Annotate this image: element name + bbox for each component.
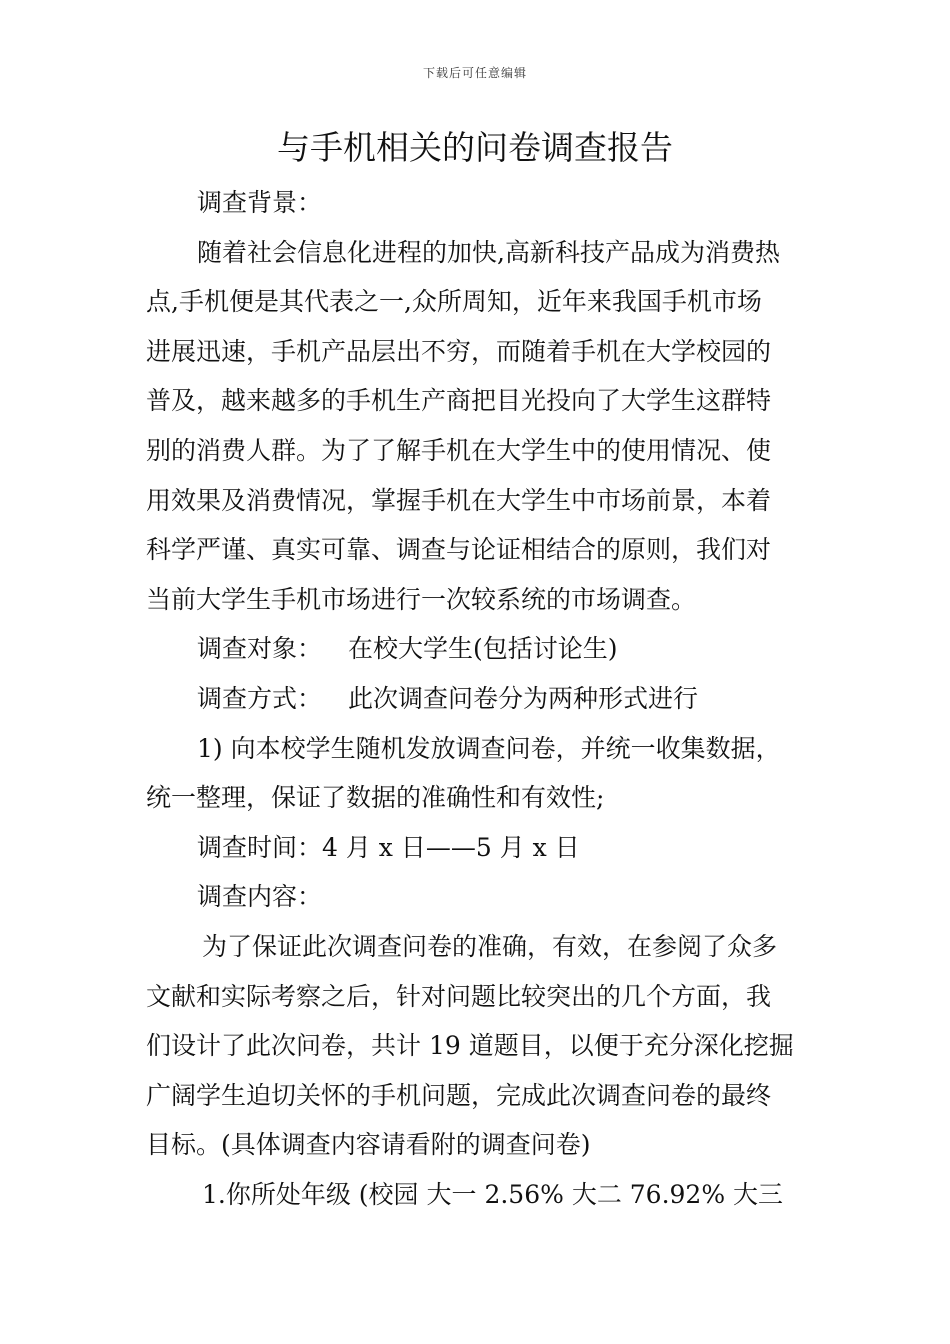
question-line: 1.你所处年级 (校园 大一 2.56% 大二 76.92% 大三 (202, 1179, 784, 1209)
paragraph-line: 别的消费人群。为了了解手机在大学生中的使用情况、使 (146, 435, 772, 465)
subject-label: 调查对象： (197, 634, 323, 664)
method-item-line: 统一整理，保证了数据的准确性和有效性; (146, 783, 605, 813)
paragraph-line: 用效果及消费情况，掌握手机在大学生中市场前景，本着 (146, 485, 772, 515)
content-label: 调查内容： (197, 882, 323, 912)
document-body (146, 178, 810, 1219)
paragraph-line: 文献和实际考察之后，针对问题比较突出的几个方面，我 (146, 981, 772, 1011)
paragraph-line: 随着社会信息化进程的加快,高新科技产品成为消费热 (197, 237, 780, 267)
method-line (146, 674, 810, 724)
method-item-line: 1) 向本校学生随机发放调查问卷，并统一收集数据， (197, 733, 781, 763)
paragraph-line: 科学严谨、真实可靠、调查与论证相结合的原则，我们对 (146, 535, 772, 565)
time-line: 调查时间：4 月 x 日——5 月 x 日 (197, 832, 580, 862)
paragraph-line: 当前大学生手机市场进行一次较系统的市场调查。 (146, 584, 697, 614)
paragraph-line: 们设计了此次问卷，共计 19 道题目，以便于充分深化挖掘 (146, 1031, 794, 1061)
subject-value: 在校大学生(包括讨论生) (348, 634, 618, 664)
method-label: 调查方式： (197, 683, 323, 713)
paragraph-line: 点,手机便是其代表之一,众所周知，近年来我国手机市场 (146, 287, 762, 317)
paragraph-line: 普及，越来越多的手机生产商把目光投向了大学生这群特 (146, 386, 772, 416)
method-value: 此次调查问卷分为两种形式进行 (348, 683, 699, 713)
paragraph-line: 进展迅速，手机产品层出不穷，而随着手机在大学校园的 (146, 336, 772, 366)
document-title: 与手机相关的问卷调查报告 (277, 128, 673, 167)
header-note: 下载后可任意编辑 (422, 66, 527, 80)
paragraph-line: 目标。(具体调查内容请看附的调查问卷) (146, 1130, 591, 1160)
paragraph-line: 为了保证此次调查问卷的准确，有效，在参阅了众多 (202, 931, 778, 961)
subject-line (146, 624, 810, 674)
paragraph-line: 广阔学生迫切关怀的手机问题，完成此次调查问卷的最终 (146, 1080, 772, 1110)
background-label: 调查背景： (197, 188, 323, 217)
